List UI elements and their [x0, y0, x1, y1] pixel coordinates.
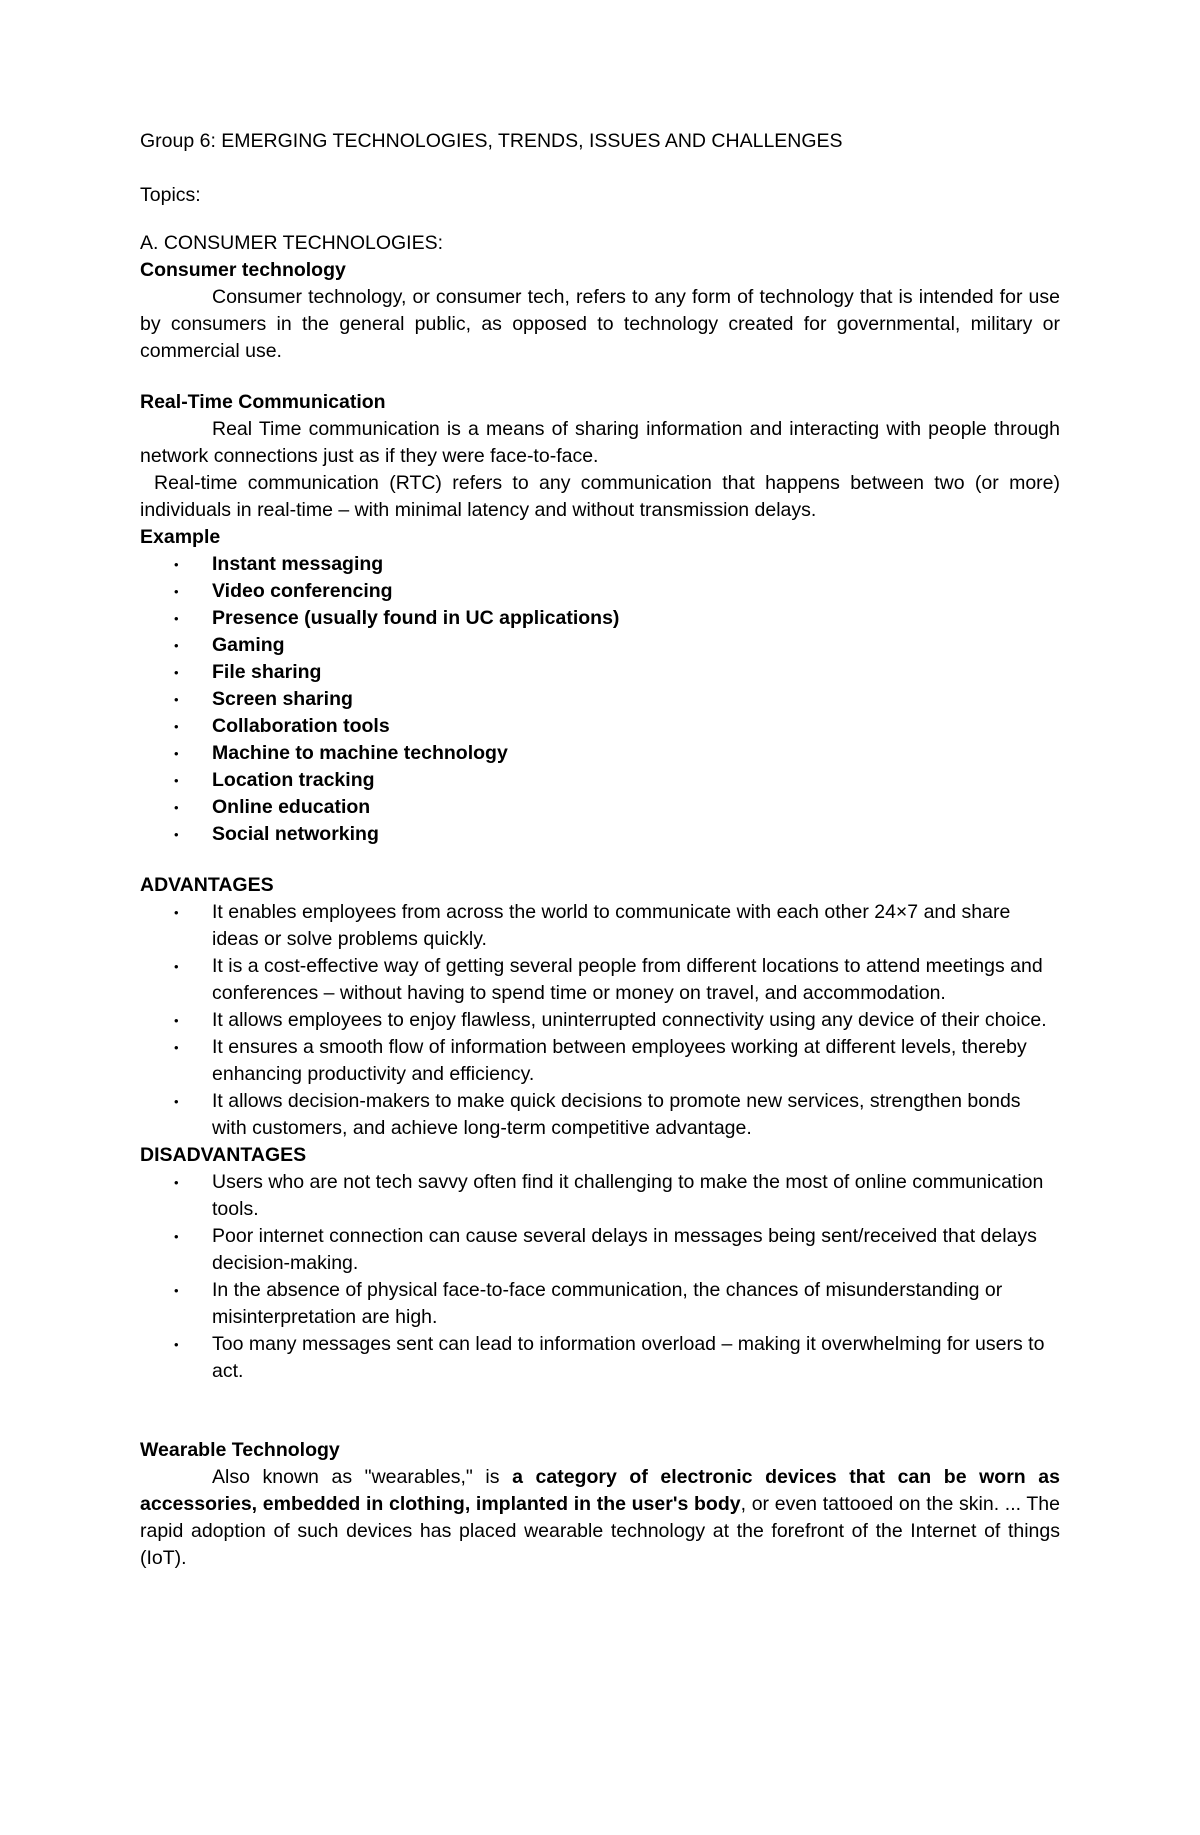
- rtc-paragraph-2: Real-time communication (RTC) refers to any communication that happens between two (or more) individuals in real-time – with minimal latency and without transmission delays.: [140, 472, 1060, 521]
- bullet-icon: •: [174, 611, 179, 626]
- list-item: • Machine to machine technology: [140, 740, 1060, 767]
- list-item: • File sharing: [140, 659, 1060, 686]
- bullet-icon: •: [174, 665, 179, 680]
- bullet-icon: •: [174, 1229, 179, 1244]
- bullet-icon: •: [174, 827, 179, 842]
- list-item: • It is a cost-effective way of getting several people from different locations to attend meetings and conferences – without having to spend time or money on travel, and accommodation.: [174, 955, 1043, 1004]
- advantages-heading: ADVANTAGES: [140, 874, 274, 896]
- list-item: • Screen sharing: [140, 686, 1060, 713]
- consumer-tech-paragraph: Consumer technology, or consumer tech, refers to any form of technology that is intended for use by consumers in the general public, as opposed to technology created for governmental, military or commercial use.: [140, 286, 1060, 362]
- list-item: • It allows employees to enjoy flawless, uninterrupted connectivity using any device of their choice.: [140, 1007, 1060, 1034]
- list-item: • Social networking: [140, 821, 1060, 848]
- list-item: • Gaming: [140, 632, 1060, 659]
- list-item: • Location tracking: [140, 767, 1060, 794]
- list-item: • Collaboration tools: [140, 713, 1060, 740]
- topics-label: Topics:: [140, 184, 201, 206]
- bullet-icon: •: [174, 692, 179, 707]
- bullet-icon: •: [174, 746, 179, 761]
- bullet-icon: •: [174, 1013, 179, 1028]
- bullet-icon: •: [174, 719, 179, 734]
- bullet-icon: •: [174, 959, 179, 974]
- rtc-paragraph-1: Real Time communication is a means of sharing information and interacting with people through network connections just as if they were face-to-face.: [140, 418, 1060, 467]
- list-item: • Video conferencing: [140, 578, 1060, 605]
- bullet-icon: •: [174, 905, 179, 920]
- list-item: • Instant messaging: [140, 551, 1060, 578]
- bullet-icon: •: [174, 800, 179, 815]
- disadvantages-heading: DISADVANTAGES: [140, 1144, 307, 1166]
- example-heading: Example: [140, 526, 221, 548]
- list-item: • Online education: [140, 794, 1060, 821]
- wearable-bold-definition: a category of electronic devices that can be worn as accessories, embedded in clothing, implanted in the user's body: [140, 1466, 1060, 1515]
- list-item: • Poor internet connection can cause several delays in messages being sent/received that delays decision-making.: [174, 1225, 1037, 1274]
- bullet-icon: •: [174, 1337, 179, 1352]
- list-item: • It enables employees from across the world to communicate with each other 24×7 and share ideas or solve problems quickly.: [174, 901, 1011, 950]
- list-item: • Too many messages sent can lead to information overload – making it overwhelming for users to act.: [174, 1333, 1045, 1382]
- bullet-icon: •: [174, 584, 179, 599]
- wearable-heading: Wearable Technology: [140, 1439, 340, 1461]
- list-item: • It ensures a smooth flow of information between employees working at different levels, thereby enhancing productivity and efficiency.: [174, 1036, 1027, 1085]
- bullet-icon: •: [174, 557, 179, 572]
- advantages-list: [140, 899, 1060, 1142]
- list-item: • It allows decision-makers to make quick decisions to promote new services, strengthen bonds with customers, and achieve long-term competitive advantage.: [174, 1090, 1021, 1139]
- document-page: [140, 128, 1060, 1572]
- wearable-paragraph: Also known as "wearables," is a category of electronic devices that can be worn as accessories, embedded in clothing, implanted in the user's body, or even tattooed on the skin. ... The rapid adoption of such devices has placed wearable technology at the forefront of the Internet of things (IoT).: [140, 1466, 1060, 1569]
- bullet-icon: •: [174, 773, 179, 788]
- bullet-icon: •: [174, 1094, 179, 1109]
- disadvantages-list: [140, 1169, 1060, 1385]
- section-a-heading: A. CONSUMER TECHNOLOGIES:: [140, 232, 444, 254]
- consumer-tech-heading: Consumer technology: [140, 259, 346, 281]
- page-title: Group 6: EMERGING TECHNOLOGIES, TRENDS, ISSUES AND CHALLENGES: [140, 130, 843, 152]
- rtc-heading: Real-Time Communication: [140, 391, 386, 413]
- bullet-icon: •: [174, 1283, 179, 1298]
- bullet-icon: •: [174, 638, 179, 653]
- bullet-icon: •: [174, 1175, 179, 1190]
- list-item: • Users who are not tech savvy often find it challenging to make the most of online communication tools.: [174, 1171, 1044, 1220]
- examples-list: [140, 551, 1060, 848]
- list-item: • Presence (usually found in UC applications): [140, 605, 1060, 632]
- list-item: • In the absence of physical face-to-face communication, the chances of misunderstanding or misinterpretation are high.: [174, 1279, 1003, 1328]
- bullet-icon: •: [174, 1040, 179, 1055]
